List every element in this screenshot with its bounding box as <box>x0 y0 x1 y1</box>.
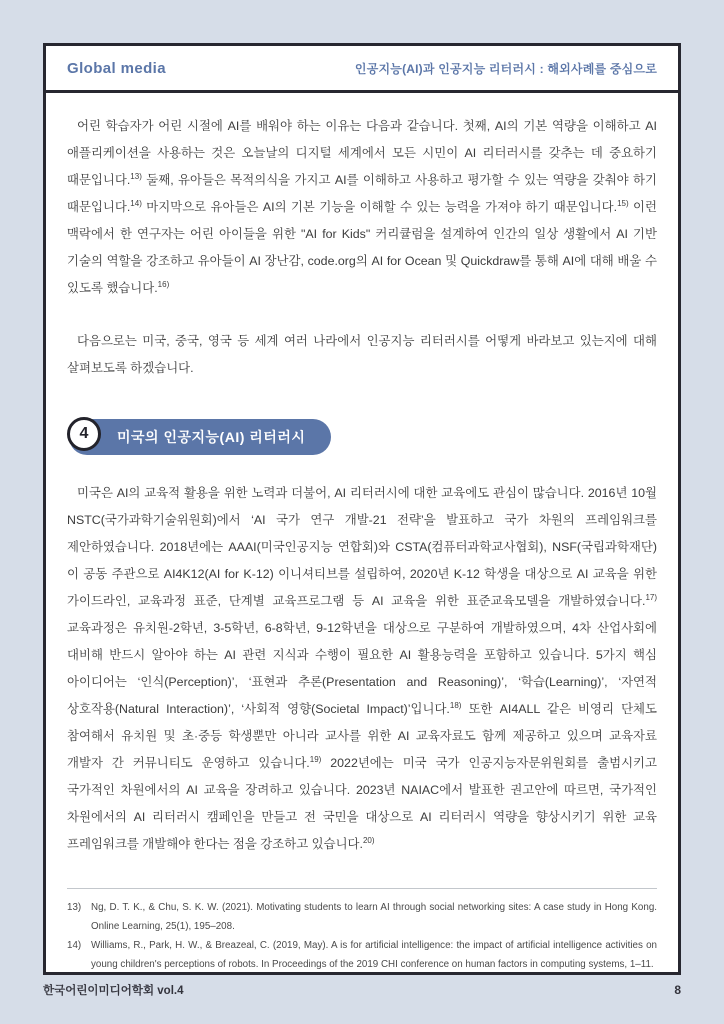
footnote-reference: 20) <box>362 835 375 845</box>
footnote-item <box>67 936 657 972</box>
section-heading <box>69 418 331 456</box>
section-title: 미국의 인공지능(AI) 리터러시 <box>117 429 306 445</box>
footer-journal-name: 한국어린이미디어학회 vol.4 <box>43 985 184 997</box>
footnote-reference: 13) <box>130 171 142 181</box>
footer-page-number: 8 <box>674 983 681 997</box>
footnote-reference: 18) <box>449 700 462 710</box>
paragraph-transition: 다음으로는 미국, 중국, 영국 등 세계 여러 나라에서 인공지능 리터러시를 어떻게 바라보고 있는지에 대해 살펴보도록 하겠습니다. <box>67 334 657 375</box>
header-brand: Global media <box>67 59 166 77</box>
header-document-title: 인공지능(AI)과 인공지능 리터러시 : 해외사례를 중심으로 <box>354 61 657 76</box>
footnote-list <box>67 898 657 972</box>
footnote-reference: 17) <box>645 592 657 602</box>
paragraph-intro: 어린 학습자가 어린 시절에 AI를 배워야 하는 이유는 다음과 같습니다. 첫째, AI의 기본 역량을 이해하고 AI 애플리케이션을 사용하는 것은 오늘날의 디지털 세계에서 모든 시민이 AI 리터러시를 갖추는 데 중요하기 때문입니다.$^{13)}$ 둘째, 유아들은 목적의식을 가지고 AI를 이해하고 사용하고 평가할 수 있는 역량을 갖춰야 하기 때문입니다.$^{14)}$ 마지막으로 유아들은 AI의 기본 기능을 이해할 수 있는 능력을 가져야 하기 때문입니다.$^{15)}$ 이런 맥락에서 한 연구자는 어린 아이들을 위한 "AI for Kids" 커리큘럼을 설계하여 인간의 일상 생활에서 AI 기반 기술의 역할을 강조하고 유아들이 AI 장난감, code.org의 AI for Ocean 및 Quickdraw를 통해 AI에 대해 배울 수 있도록 했습니다.$^{16)}$ <box>67 119 657 295</box>
footnote-number: 14) <box>67 940 82 951</box>
page-footer <box>43 982 681 998</box>
section-title-pill <box>69 419 331 455</box>
paragraph-us-ai-literacy: 미국은 AI의 교육적 활용을 위한 노력과 더불어, AI 리터러시에 대한 교육에도 관심이 많습니다. 2016년 10월 NSTC(국가과학기술위원회)에서 ‘AI 국가 연구 개발-21 전략’을 발표하고 국가 차원의 프레임워크를 제안하였습니다. 2018년에는 AAAI(미국인공지능 연합회)와 CSTA(컴퓨터과학교사협회), NSF(국립과학재단)이 공동 주관으로 AI4K12(AI for K-12) 이니셔티브를 설립하여, 2020년 K-12 학생을 대상으로 AI 교육을 위한 가이드라인, 교육과정 표준, 단계별 교육프로그램 등 AI 교육을 위한 표준교육모델을 개발하였습니다.$^{17)}$ 교육과정은 유치원-2학년, 3-5학년, 6-8학년, 9-12학년을 대상으로 구분하여 개발하였으며, 4차 산업사회에 대비해 반드시 알아야 하는 AI 관련 지식과 수행이 필요한 AI 활용능력을 포함하고 있습니다. 5가지 핵심 아이디어는 ‘인식(Perception)’, ‘표현과 추론(Presentation and Reasoning)’, ‘학습(Learning)’, ‘자연적 상호작용(Natural Interaction)’, ‘사회적 영향(Societal Impact)’입니다.$^{18)}$ 또한 AI4ALL 같은 비영리 단체도 참여해서 유치원 및 초·중등 학생뿐만 아니라 교사를 위한 AI 교육자료도 함께 제공하고 있으며 교육자료 개발자 간 커뮤니티도 운영하고 있습니다.$^{19)}$ 2022년에는 미국 국가 인공지능자문위원회를 출범시키고 국가적인 차원에서의 AI 교육을 장려하고 있습니다. 2023년 NAIAC에서 발표한 권고안에 따르면, 국가적인 차원에서의 AI 리터러시 캠페인을 만들고 전 국민을 대상으로 AI 리터러시 역량을 향상시키기 위한 교육 프레임워크를 개발해야 한다는 점을 강조하고 있습니다.$^{20)}$ <box>67 486 657 851</box>
footnote-reference: 15) <box>617 198 629 208</box>
footnote-text: Williams, R., Park, H. W., & Breazeal, C. (2019, May). A is for artificial intelligence: the impact of artificial intelligence activities on young children's perceptions of robots. In Proceedings of the 2019 CHI conference on human factors in computing systems, 1–11. <box>91 940 657 970</box>
footnote-number: 13) <box>67 902 82 913</box>
document-body <box>46 93 678 972</box>
document-header <box>46 46 678 93</box>
footnote-reference: 16) <box>157 279 170 289</box>
footnote-divider <box>67 888 657 889</box>
footnote-reference: 19) <box>309 754 322 764</box>
footnote-text: Ng, D. T. K., & Chu, S. K. W. (2021). Motivating students to learn AI through social networking sites: A case study in Hong Kong. Online Learning, 25(1), 195–208. <box>91 902 657 932</box>
footnote-item <box>67 898 657 936</box>
footnote-reference: 14) <box>130 198 142 208</box>
section-number: 4 <box>79 425 89 442</box>
document-page-frame <box>43 43 681 975</box>
section-number-badge <box>67 417 101 451</box>
